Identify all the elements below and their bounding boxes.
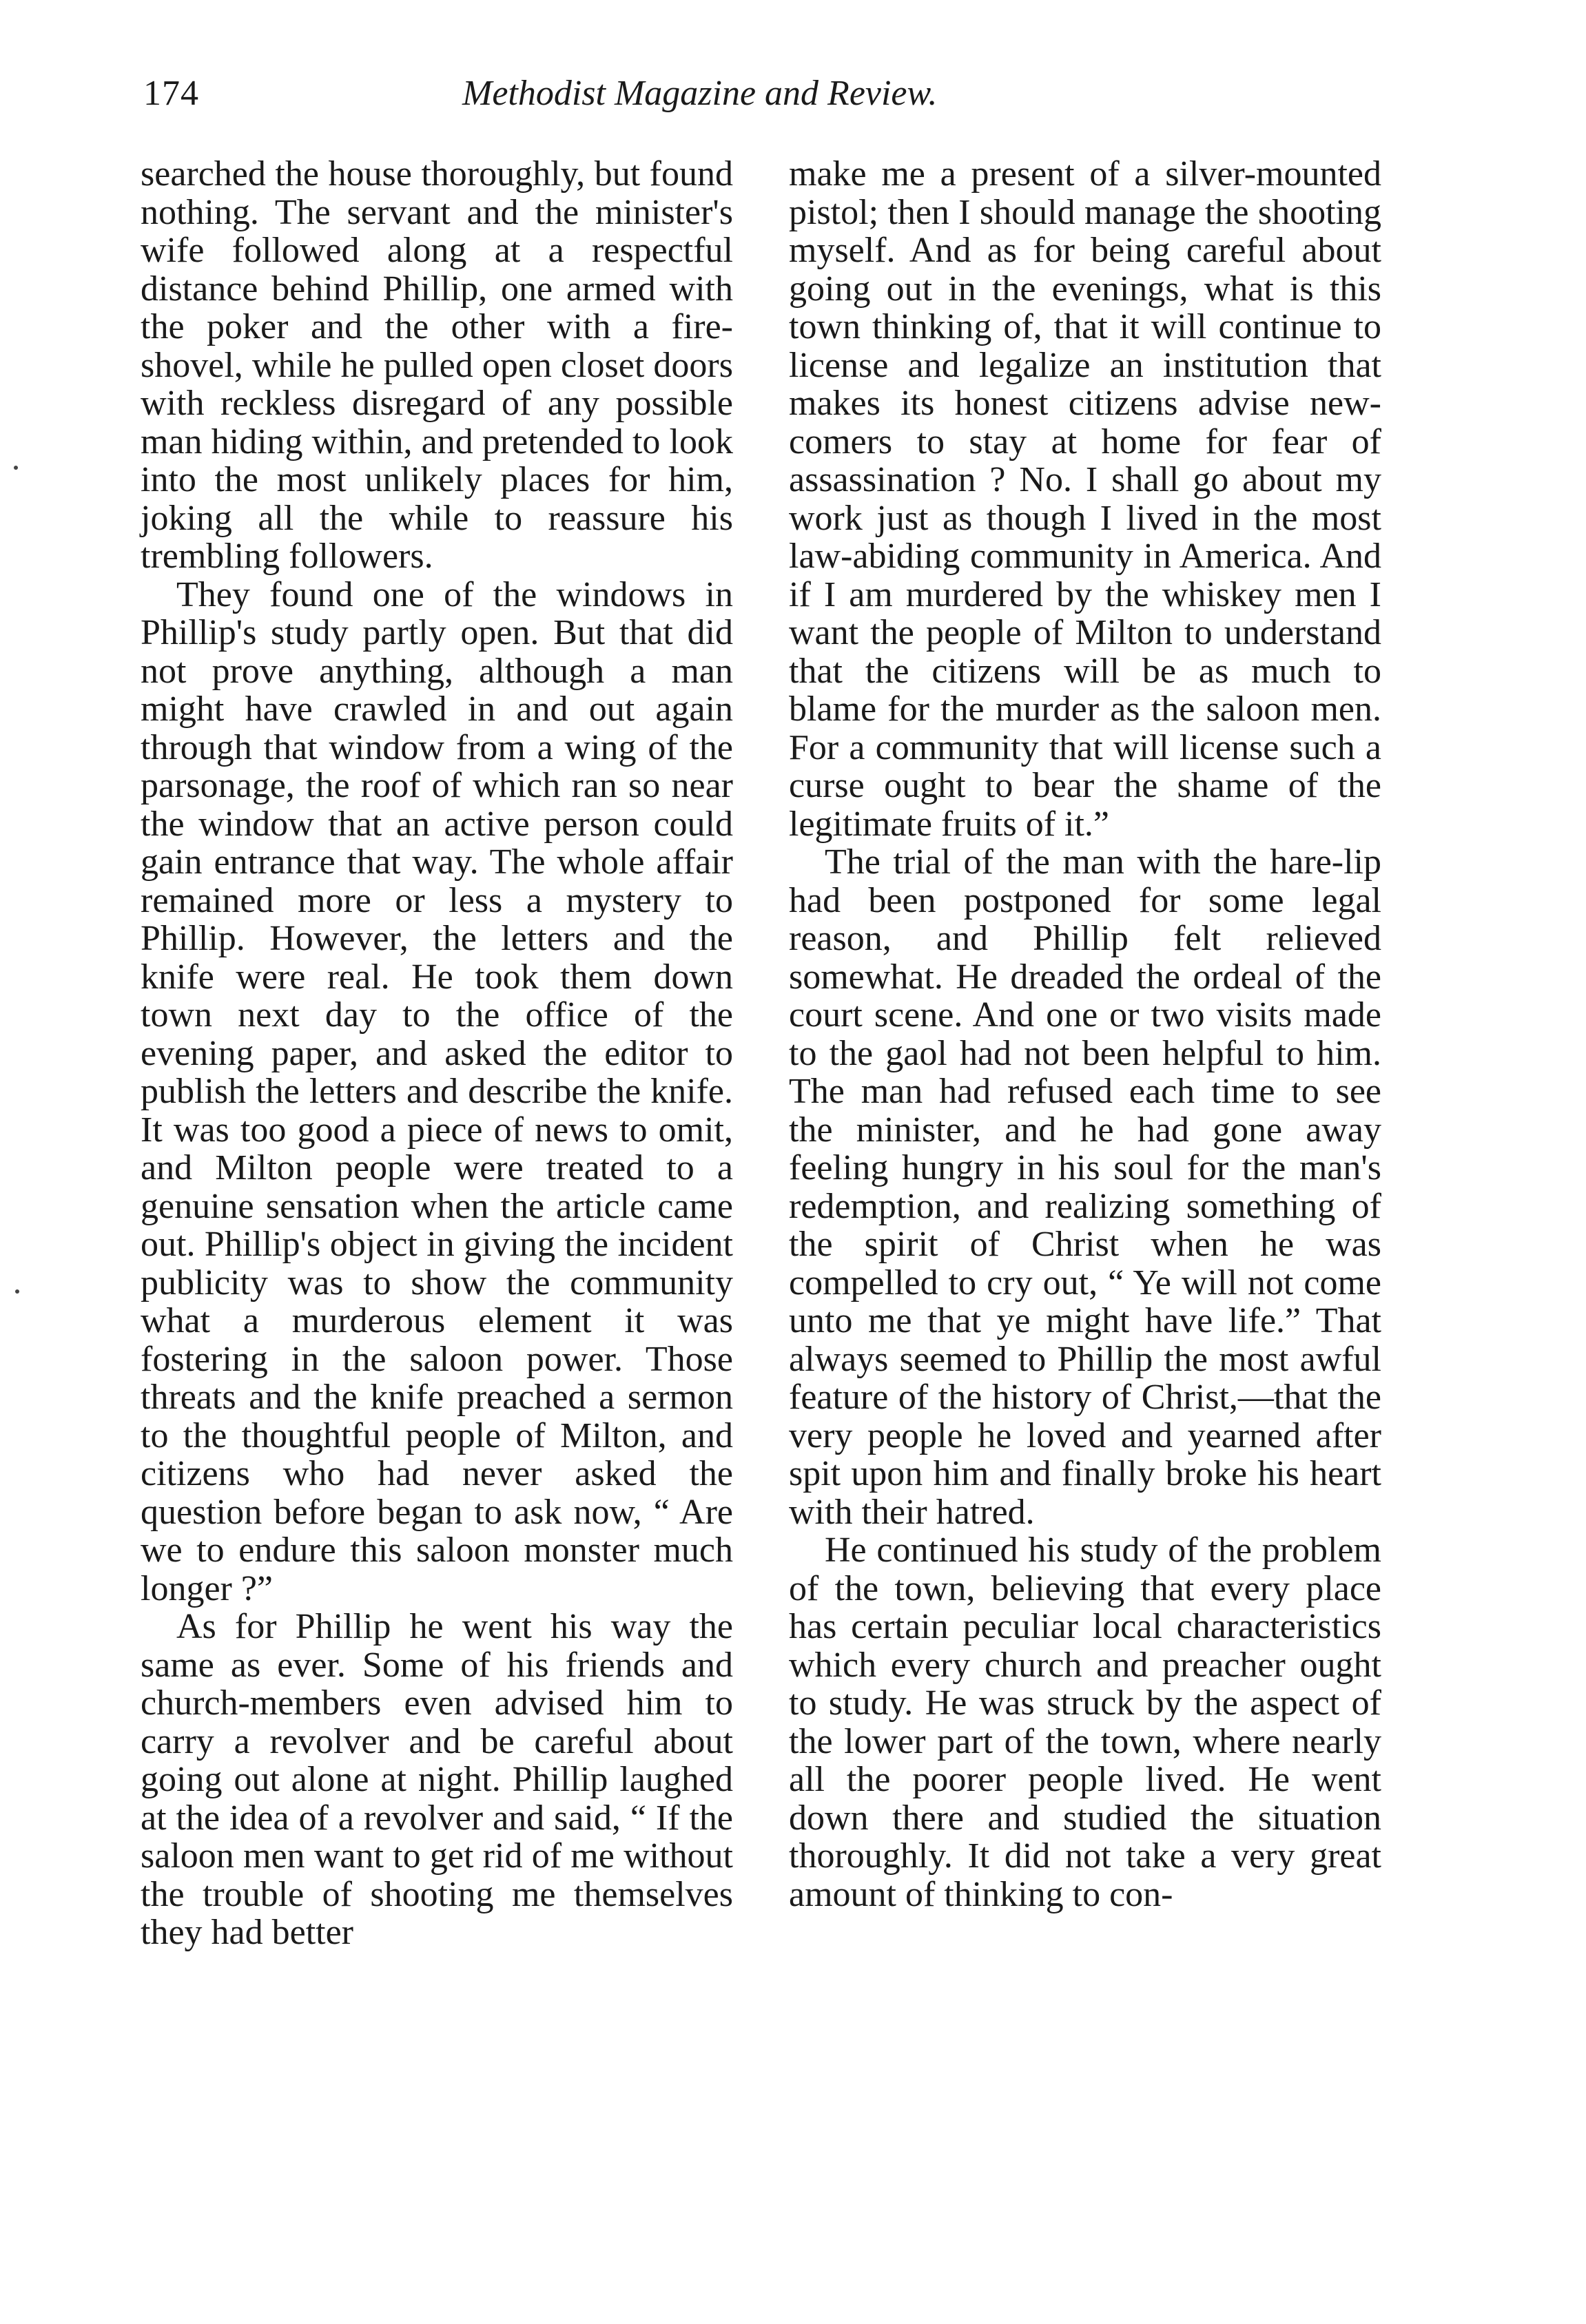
paragraph: make me a present of a silver-mounted pistol; then I should manage the shooting myself. And as for being careful about going out in the evenings, what is this town thinking of, that it will continue to license and legalize an institution that makes its honest citizens advise new-comers to stay at home for fear of assassination ? No. I shall go about my work just as though I lived in the most law-abiding community in America. And if I am murdered by the whiskey men I want the people of Milton to understand that the citizens will be as much to blame for the murder as the saloon men. For a community that will license such a curse ought to bear the shame of the legitimate fruits of it.” — [789, 154, 1381, 844]
margin-speck — [15, 1289, 19, 1294]
page-header — [143, 66, 1080, 121]
left-column — [141, 155, 733, 1952]
paragraph: The trial of the man with the hare-lip had been postponed for some legal reason, and Phillip felt relieved somewhat. He dreaded the ordeal of the court scene. And one or two visits made to the gaol had not been helpful to him. The man had refused each time to see the minister, and he had gone away feeling hungry in his soul for the man's redemption, and realizing something of the spirit of Christ when he was compelled to cry out, “ Ye will not come unto me that ye might have life.” That always seemed to Phillip the most awful feature of the history of Christ,—that the very people he loved and yearned after spit upon him and finally broke his heart with their hatred. — [789, 842, 1381, 1532]
paragraph: He continued his study of the problem of the town, believing that every place has certain peculiar local characteristics which every church and preacher ought to study. He was struck by the aspect of the lower part of the town, where nearly all the poorer people lived. He went down there and studied the situation thoroughly. It did not take a very great amount of thinking to con- — [789, 1531, 1381, 1914]
page-number: 174 — [143, 74, 199, 113]
paragraph: They found one of the windows in Phillip's study partly open. But that did not prove anything, although a man might have crawled in and out again through that window from a wing of the parsonage, the roof of which ran so near the window that an active person could gain entrance that way. The whole affair remained more or less a mystery to Phillip. However, the letters and the knife were real. He took them down town next day to the office of the evening paper, and asked the editor to publish the letters and describe the knife. It was too good a piece of news to omit, and Milton people were treated to a genuine sensation when the article came out. Phillip's object in giving the incident publicity was to show the community what a murderous element it was fostering in the saloon power. Those threats and the knife preached a sermon to the thoughtful people of Milton, and citizens who had never asked the question before began to ask now, “ Are we to endure this saloon monster much longer ?” — [141, 574, 733, 1608]
paragraph: searched the house thoroughly, but found nothing. The servant and the minister's wife followed along at a respectful distance behind Phillip, one armed with the poker and the other with a fire-shovel, while he pulled open closet doors with reckless disregard of any possible man hiding within, and pretended to look into the most unlikely places for him, joking all the while to reassure his trembling followers. — [141, 154, 733, 576]
right-column — [789, 155, 1381, 1913]
paragraph: As for Phillip he went his way the same as ever. Some of his friends and church-members even advised him to carry a revolver and be careful about going out alone at night. Phillip laughed at the idea of a revolver and said, “ If the saloon men want to get rid of me without the trouble of shooting me themselves they had better — [141, 1607, 733, 1952]
running-title: Methodist Magazine and Review. — [462, 74, 938, 113]
margin-speck — [14, 466, 18, 470]
